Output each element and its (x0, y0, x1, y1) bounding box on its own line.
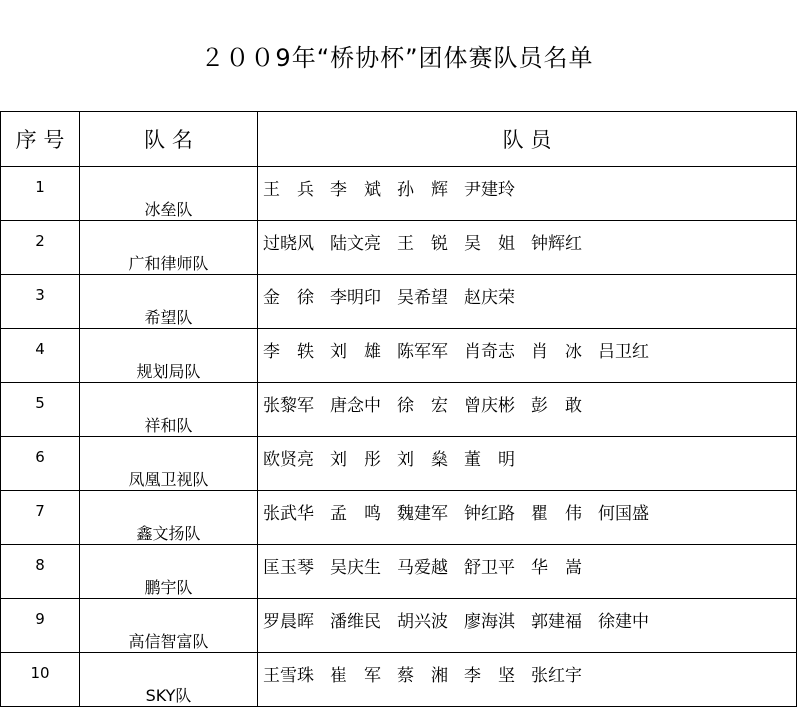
cell-number[interactable]: 4 (1, 329, 80, 383)
member-name: 蔡 湘 (397, 666, 448, 686)
member-name: 匡玉琴 (263, 558, 314, 578)
member-name: 刘 雄 (330, 342, 381, 362)
cell-team-name[interactable]: 冰垒队 (80, 167, 258, 221)
member-name: 欧贤亮 (263, 450, 314, 470)
member-name: 胡兴波 (397, 612, 448, 632)
cell-members[interactable] (258, 437, 797, 491)
member-name: 王雪珠 (263, 666, 314, 686)
member-name: 罗晨晖 (263, 612, 314, 632)
member-name: 瞿 伟 (531, 504, 582, 524)
member-name: 金 徐 (263, 288, 314, 308)
page-title: ２００9年“桥协杯”团体赛队员名单 (200, 44, 594, 72)
member-name: 肖奇志 (464, 342, 515, 362)
header-team[interactable]: 队 名 (80, 112, 258, 167)
cell-members[interactable] (258, 491, 797, 545)
member-name: 董 明 (464, 450, 515, 470)
cell-team-name[interactable]: 鹏宇队 (80, 545, 258, 599)
cell-number[interactable]: 6 (1, 437, 80, 491)
member-name: 张武华 (263, 504, 314, 524)
member-name: 李 轶 (263, 342, 314, 362)
cell-members[interactable] (258, 383, 797, 437)
member-name: 彭 敢 (531, 396, 582, 416)
cell-team-name[interactable]: 凤凰卫视队 (80, 437, 258, 491)
member-name: 华 嵩 (531, 558, 582, 578)
member-name: 魏建军 (397, 504, 448, 524)
member-name: 吕卫红 (598, 342, 649, 362)
table-row (1, 275, 797, 329)
cell-number[interactable]: 7 (1, 491, 80, 545)
roster-table (0, 111, 797, 707)
member-name: 陈军军 (397, 342, 448, 362)
member-name: 李明印 (330, 288, 381, 308)
cell-members[interactable] (258, 545, 797, 599)
member-name: 李 坚 (464, 666, 515, 686)
cell-team-name[interactable]: SKY队 (80, 653, 258, 707)
member-name: 尹建玲 (464, 180, 515, 200)
member-name: 刘 燊 (397, 450, 448, 470)
table-row (1, 437, 797, 491)
header-members[interactable]: 队 员 (258, 112, 797, 167)
member-name: 崔 军 (330, 666, 381, 686)
member-name: 钟辉红 (531, 234, 582, 254)
member-name: 张红宇 (531, 666, 582, 686)
member-name: 张黎军 (263, 396, 314, 416)
member-name: 孟 鸣 (330, 504, 381, 524)
member-name: 过晓风 (263, 234, 314, 254)
cell-team-name[interactable]: 规划局队 (80, 329, 258, 383)
member-name: 吴庆生 (330, 558, 381, 578)
member-name: 舒卫平 (464, 558, 515, 578)
member-name: 廖海淇 (464, 612, 515, 632)
member-name: 赵庆荣 (464, 288, 515, 308)
member-name: 徐建中 (598, 612, 649, 632)
cell-number[interactable]: 3 (1, 275, 80, 329)
table-row (1, 221, 797, 275)
cell-team-name[interactable]: 广和律师队 (80, 221, 258, 275)
cell-team-name[interactable]: 高信智富队 (80, 599, 258, 653)
member-name: 唐念中 (330, 396, 381, 416)
member-name: 吴 姐 (464, 234, 515, 254)
cell-team-name[interactable]: 祥和队 (80, 383, 258, 437)
table-header-row (1, 112, 797, 167)
table-row (1, 545, 797, 599)
header-number[interactable]: 序 号 (1, 112, 80, 167)
cell-members[interactable] (258, 221, 797, 275)
cell-number[interactable]: 10 (1, 653, 80, 707)
member-name: 孙 辉 (397, 180, 448, 200)
table-row (1, 599, 797, 653)
member-name: 吴希望 (397, 288, 448, 308)
member-name: 马爱越 (397, 558, 448, 578)
cell-members[interactable] (258, 275, 797, 329)
cell-number[interactable]: 1 (1, 167, 80, 221)
member-name: 陆文亮 (330, 234, 381, 254)
member-name: 徐 宏 (397, 396, 448, 416)
cell-team-name[interactable]: 希望队 (80, 275, 258, 329)
cell-number[interactable]: 9 (1, 599, 80, 653)
cell-number[interactable]: 8 (1, 545, 80, 599)
table-row (1, 329, 797, 383)
member-name: 刘 彤 (330, 450, 381, 470)
cell-number[interactable]: 5 (1, 383, 80, 437)
cell-team-name[interactable]: 鑫文扬队 (80, 491, 258, 545)
member-name: 王 兵 (263, 180, 314, 200)
table-row (1, 653, 797, 707)
cell-members[interactable] (258, 167, 797, 221)
roster-body (1, 167, 797, 707)
member-name: 李 斌 (330, 180, 381, 200)
member-name: 王 锐 (397, 234, 448, 254)
cell-members[interactable] (258, 599, 797, 653)
member-name: 潘维民 (330, 612, 381, 632)
member-name: 何国盛 (598, 504, 649, 524)
member-name: 郭建福 (531, 612, 582, 632)
member-name: 曾庆彬 (464, 396, 515, 416)
table-row (1, 383, 797, 437)
member-name: 肖 冰 (531, 342, 582, 362)
member-name: 钟红路 (464, 504, 515, 524)
table-row (1, 491, 797, 545)
cell-members[interactable] (258, 653, 797, 707)
cell-number[interactable]: 2 (1, 221, 80, 275)
table-row (1, 167, 797, 221)
cell-members[interactable] (258, 329, 797, 383)
